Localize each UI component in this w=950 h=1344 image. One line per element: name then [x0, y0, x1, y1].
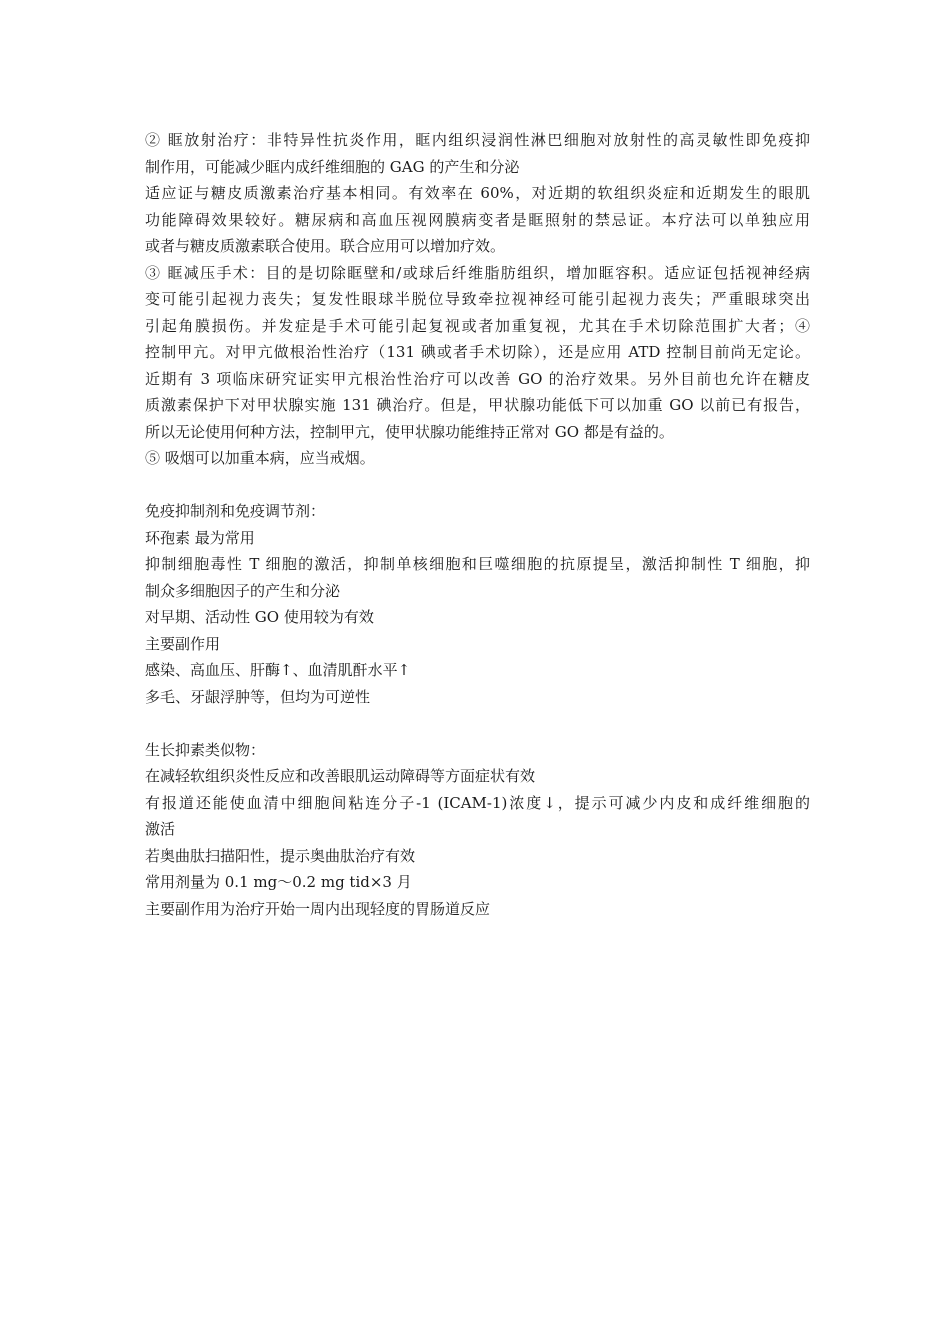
paragraph-line: 环孢素 最为常用 [145, 528, 255, 547]
paragraph-line: 变可能引起视力丧失；复发性眼球半脱位导致牵拉视神经可能引起视力丧失；严重眼球突出 [145, 290, 810, 308]
paragraph-line: 或者与糖皮质激素联合使用。联合应用可以增加疗效。 [145, 237, 506, 255]
paragraph-line: 抑制细胞毒性 T 细胞的激活，抑制单核细胞和巨噬细胞的抗原提呈，激活抑制性 T 细胞，抑 [145, 555, 810, 573]
paragraph-line: 对早期、活动性 GO 使用较为有效 [145, 608, 374, 626]
paragraph-line: 制作用，可能减少眶内成纤维细胞的 GAG 的产生和分泌 [145, 157, 520, 176]
paragraph-line: 功能障碍效果较好。糖尿病和高血压视网膜病变者是眶照射的禁忌证。本疗法可以单独应用 [145, 210, 810, 229]
paragraph-line: ③ 眶减压手术：目的是切除眶壁和/或球后纤维脂肪组织，增加眶容积。适应证包括视神经病 [145, 263, 810, 282]
section-immunosuppressants [145, 498, 810, 710]
paragraph-line: 近期有 3 项临床研究证实甲亢根治性治疗可以改善 GO 的治疗效果。另外目前也允许在糖皮 [145, 369, 810, 388]
paragraph-line: 感染、高血压、肝酶↑、血清肌酐水平↑ [145, 661, 411, 679]
paragraph-line: 引起角膜损伤。并发症是手术可能引起复视或者加重复视，尤其在手术切除范围扩大者；④ [145, 316, 810, 335]
section-heading: 生长抑素类似物： [145, 740, 266, 759]
paragraph-line: ⑤ 吸烟可以加重本病，应当戒烟。 [145, 449, 375, 467]
blank-line [145, 472, 810, 499]
paragraph-line: 主要副作用 [145, 634, 221, 653]
paragraph-line: 适应证与糖皮质激素治疗基本相同。有效率在 60%，对近期的软组织炎症和近期发生的眼肌 [145, 184, 810, 202]
paragraph-line: ② 眶放射治疗：非特异性抗炎作用，眶内组织浸润性淋巴细胞对放射性的高灵敏性即免疫抑 [145, 131, 810, 149]
paragraph-line: 控制甲亢。对甲亢做根治性治疗（131 碘或者手术切除），还是应用 ATD 控制目前尚无定论。 [145, 343, 810, 361]
paragraph-line: 激活 [145, 820, 176, 838]
section-somatostatin-analogues [145, 737, 810, 923]
paragraph-line: 多毛、牙龈浮肿等，但均为可逆性 [145, 687, 371, 706]
document-body [145, 127, 810, 922]
paragraph-line: 制众多细胞因子的产生和分泌 [145, 581, 341, 600]
paragraph-line: 所以无论使用何种方法，控制甲亢，使甲状腺功能维持正常对 GO 都是有益的。 [145, 422, 674, 441]
paragraph-line: 主要副作用为治疗开始一周内出现轻度的胃肠道反应 [145, 899, 491, 918]
section-heading: 免疫抑制剂和免疫调节剂： [145, 502, 326, 520]
paragraph-line: 在减轻软组织炎性反应和改善眼肌运动障碍等方面症状有效 [145, 767, 536, 785]
section-orbital-treatment [145, 127, 810, 472]
paragraph-line: 若奥曲肽扫描阳性，提示奥曲肽治疗有效 [145, 846, 416, 865]
paragraph-line: 常用剂量为 0.1 mg～0.2 mg tid×3 月 [145, 873, 412, 891]
blank-line [145, 710, 810, 737]
paragraph-line: 有报道还能使血清中细胞间粘连分子-1 (ICAM-1)浓度↓，提示可减少内皮和成纤维细胞的 [145, 793, 810, 812]
paragraph-line: 质激素保护下对甲状腺实施 131 碘治疗。但是，甲状腺功能低下可以加重 GO 以前已有报告， [145, 396, 810, 414]
